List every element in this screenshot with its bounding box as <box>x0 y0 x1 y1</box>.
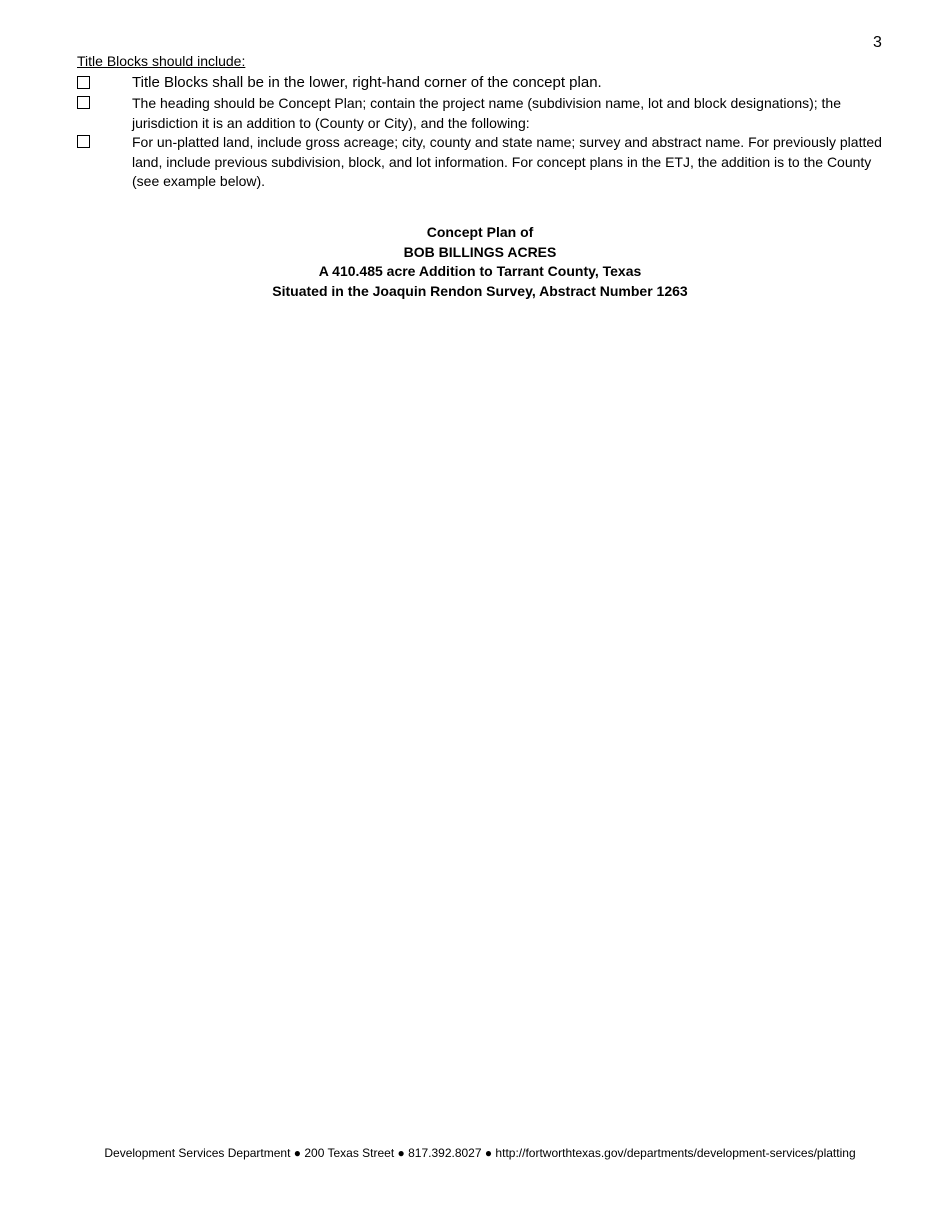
checklist-item <box>77 94 887 133</box>
checklist-item <box>77 74 887 92</box>
checklist-item-text: For un-platted land, include gross acreage; city, county and state name; survey and abstract name. For previously platted land, include previous subdivision, block, and lot information. For concept plans in the ETJ, the addition is to the County (see example below). <box>132 134 882 189</box>
checklist <box>77 74 887 192</box>
example-survey: Situated in the Joaquin Rendon Survey, Abstract Number 1263 <box>272 282 688 299</box>
checklist-item-text: The heading should be Concept Plan; contain the project name (subdivision name, lot and block designations); the jurisdiction it is an addition to (County or City), and the following: <box>132 95 842 131</box>
example-addition: A 410.485 acre Addition to Tarrant County, Texas <box>318 263 642 280</box>
checkbox[interactable] <box>77 96 90 109</box>
page-footer: Development Services Department ● 200 Texas Street ● 817.392.8027 ● http://fortworthtexas.gov/departments/development-services/platting <box>104 1146 856 1160</box>
checkbox[interactable] <box>77 76 90 89</box>
example-project-name: BOB BILLINGS ACRES <box>403 243 557 260</box>
page-number: 3 <box>873 34 882 51</box>
checklist-item <box>77 133 887 192</box>
title-block-example <box>0 223 950 301</box>
section-heading: Title Blocks should include: <box>77 53 246 69</box>
example-heading: Concept Plan of <box>426 224 534 240</box>
checklist-item-text: Title Blocks shall be in the lower, right-hand corner of the concept plan. <box>132 74 602 91</box>
checkbox[interactable] <box>77 135 90 148</box>
